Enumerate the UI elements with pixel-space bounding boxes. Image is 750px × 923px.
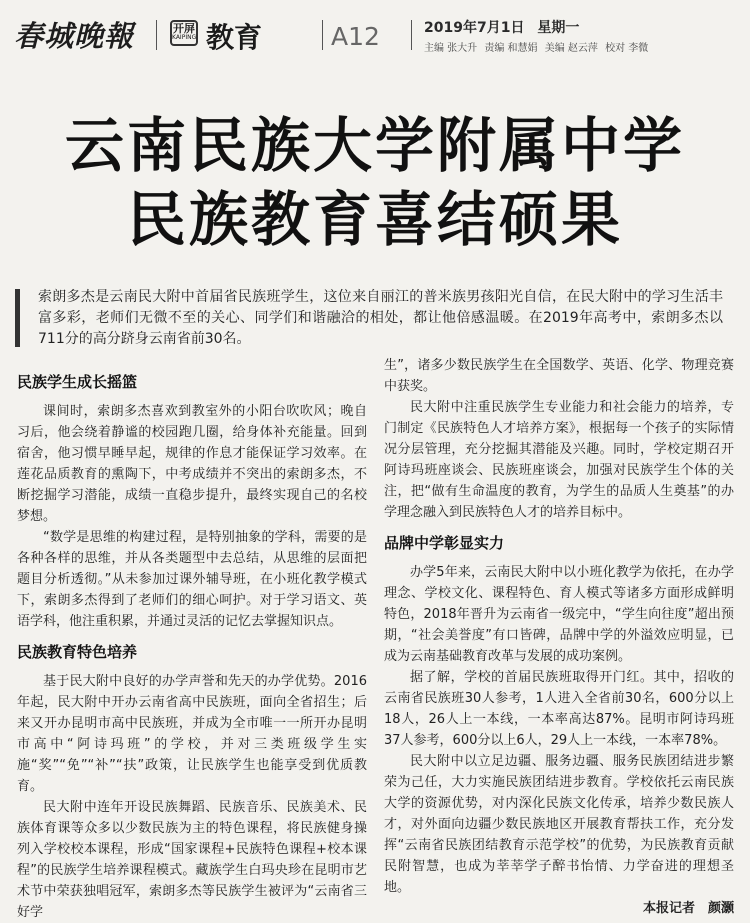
masthead xyxy=(0,0,750,64)
subheading: 民族教育特色培养 xyxy=(17,643,138,661)
paragraph: 民大附中以立足边疆、服务边疆、服务民族团结进步繁荣为己任，大力实施民族团结进步教育。学校依托云南民族大学的资源优势，对内深化民族文化传承，培养少数民族人才，对外面向边疆少数民族地区开展教育帮扶工作，充分发挥“云南省民族团结教育示范学校”的优势，为民族教育贡献民附智慧，也成为莘莘学子醉书怡情、力学奋进的理想圣地。 xyxy=(384,754,734,895)
paragraph: “数学是思维的构建过程，是特别抽象的学科，需要的是各种各样的思维，并从各类题型中去总结，从思维的层面把题目分析透彻。”从未参加过课外辅导班，在小班化教学模式下，索朗多杰得到了老师们的细心呵护。对于学习语文、英语学科，他注重积累，并通过灵活的记忆去掌握知识点。 xyxy=(17,530,367,629)
paragraph: 办学5年来，云南民大附中以小班化教学为依托，在办学理念、学校文化、课程特色、育人模式等诸多方面形成鲜明特色，2018年晋升为云南省一级完中，“学生向往度”超出预期，“社会美誉度”有口皆碑，品牌中学的外溢效应明显，已成为云南基础教育改革与发展的成功案例。 xyxy=(384,565,734,664)
issue-date xyxy=(424,17,587,37)
page-number: A12 xyxy=(331,22,380,51)
paragraph: 生”，诸多少数民族学生在全国数学、英语、化学、物理竞赛中获奖。 xyxy=(384,358,734,394)
paragraph: 民大附中注重民族学生专业能力和社会能力的培养，专门制定《民族特色人才培养方案》，根据每一个孩子的实际情况分层管理，充分挖掘其潜能及兴趣。同时，学校定期召开阿诗玛班座谈会、民族班座谈会，加强对民族学生个体的关注，把“做有生命温度的教育，为学生的品质人生奠基”的办学理念融入到民族特色人才的培养目标中。 xyxy=(384,400,734,520)
article-column-left xyxy=(17,355,367,923)
article-column-right xyxy=(384,355,734,919)
section-title: 教育 xyxy=(206,21,263,54)
subheading: 品牌中学彰显实力 xyxy=(384,534,505,552)
divider xyxy=(156,20,157,50)
staff-credits: 主编 张大升 责编 和慧娟 美编 赵云萍 校对 李微 xyxy=(424,43,649,54)
divider xyxy=(411,20,412,50)
reporter-byline: 本报记者 颜灏 xyxy=(642,901,734,916)
kaiping-app-icon: 开屏 KAIPING xyxy=(170,20,198,46)
paragraph: 基于民大附中良好的办学声誉和先天的办学优势。2016年起，民大附中开办云南省高中民族班，面向全省招生；后来又开办昆明市高中民族班，并成为全市唯一一所开办昆明市高中“阿诗玛班”的学校，并对三类班级学生实施“奖”“免”“补”“扶”政策，让民族学生也能享受到优质教育。 xyxy=(17,674,367,794)
headline-line-2: 民族教育喜结硕果 xyxy=(126,185,623,254)
weekday: 星期一 xyxy=(537,20,580,36)
lead-paragraph: 索朗多杰是云南民大附中首届省民族班学生，这位来自丽江的普米族男孩阳光自信，在民大附中的学习生活丰富多彩，老师们无微不至的关心、同学们和谐融洽的相处，都让他倍感温暖。在2019年高考中，索朗多杰以711分的高分跻身云南省前30名。 xyxy=(38,289,723,347)
paragraph: 民大附中连年开设民族舞蹈、民族音乐、民族美术、民族体育课等众多以少数民族为主的特色课程，将民族健身操列入学校校本课程，形成“国家课程+民族特色课程+校本课程”的民族学生培养课程模式。藏族学生白玛央珍在昆明市艺术节中荣获独唱冠军，索朗多杰等民族学生被评为“云南省三好学 xyxy=(17,800,367,920)
headline-line-1: 云南民族大学附属中学 xyxy=(64,111,685,180)
newspaper-logo: 春城晚報 xyxy=(14,19,135,53)
divider xyxy=(322,20,323,50)
date: 2019年7月1日 xyxy=(424,20,525,36)
subheading: 民族学生成长摇篮 xyxy=(17,373,138,391)
paragraph: 课间时，索朗多杰喜欢到教室外的小阳台吹吹风；晚自习后，他会绕着静谧的校园跑几圈，给身体补充能量。回到宿舍，他习惯早睡早起，规律的作息才能保证学习效率。在莲花品质教育的熏陶下，中考成绩并不突出的索朗多杰，不断挖掘学习潜能，成绩一直稳步提升，最终实现自己的名校梦想。 xyxy=(17,404,367,524)
lead-accent-bar xyxy=(15,289,20,347)
paragraph: 据了解，学校的首届民族班取得开门红。其中，招收的云南省民族班30人参考，1人进入全省前30名，600分以上18人，26人上一本线，一本率高达87%。昆明市阿诗玛班37人参考，600分以上6人，29人上一本线，一本率78%。 xyxy=(384,670,734,748)
